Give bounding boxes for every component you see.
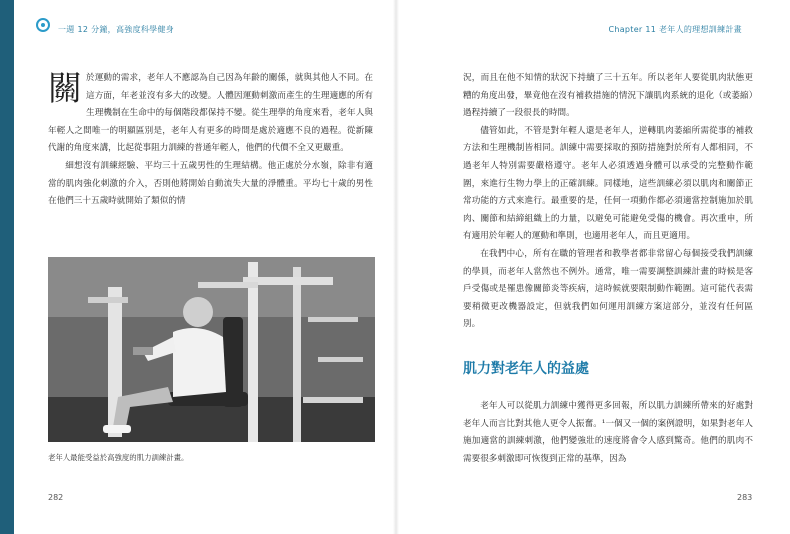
page-number-right: 283 [737, 493, 753, 502]
paragraph: 儘管如此，不管是對年輕人還是老年人，逆轉肌肉萎縮所需從事的補救方法和生理機制皆相同。訓練中需要採取的預防措施對於所有人都相同，不過老年人特別需要嚴格遵守。老年人必須透過身體可以承受的完整動作範圍，來進行生物力學上的正確訓練。同樣地，這些訓練必須以肌肉和關節正常功能的方式來進行。最重要的是，任何一項動作都必須適當控制施加於肌肉、關節和結締組織上的力量，以避免可能避免受傷的機會。再次重申，所有適用於年輕人的運動和準則，也適用老年人，而且更適用。 [463, 125, 753, 242]
book-logo-icon [36, 18, 50, 32]
page-number-left: 282 [48, 493, 64, 502]
running-header-left: 一週 12 分鐘，高強度科學健身 [58, 25, 175, 34]
right-page-body [463, 70, 753, 334]
paragraph: 細想沒有訓練經驗、平均三十五歲男性的生理結構。他正處於分水嶺，除非有適當的肌肉強化刺激的介入，否則他將開始自動流失大量的淨體重。平均七十歲的男性在他們三十五歲時就開始了類似的情 [48, 160, 373, 207]
photo-caption: 老年人最能受益於高強度的肌力訓練計畫。 [48, 453, 189, 462]
paragraph: 在我們中心，所有在職的管理者和教學者都非常留心每個接受我們訓練的學員，而老年人當然也不例外。通常，唯一需要調整訓練計畫的時候是客戶受傷或是罹患像關節炎等疾病，這時候就要限制動作範圍。這可能代表需要稍微更改機器設定，但就我們如何運用訓練方案這部分，並沒有任何區別。 [463, 248, 753, 330]
running-header-right: Chapter 11 老年人的理想訓練計畫 [608, 25, 742, 34]
continued-paragraph: 況，而且在他不知情的狀況下持續了三十五年。所以老年人要從肌肉狀態更糟的角度出發，畢竟他在沒有補救措施的情況下讓肌肉系統的退化（或萎縮）過程持續了一段很長的時間。 [463, 73, 753, 119]
book-gutter [393, 0, 399, 534]
photo-elderly-woman-strength-machine [48, 257, 375, 442]
section-heading: 肌力對老年人的益處 [463, 361, 589, 377]
right-page-body-2 [463, 398, 753, 468]
chapter-sidebar-bar [0, 0, 14, 534]
drop-cap: 關 [48, 69, 82, 109]
opening-paragraph [48, 70, 373, 158]
photo-illustration [48, 257, 375, 442]
paragraph: 老年人可以從肌力訓練中獲得更多回報，所以肌力訓練所帶來的好處對老年人而言比對其他人更令人振奮。¹一個又一個的案例證明，如果對老年人施加適當的訓練刺激，他們變強壯的速度將會令人感到驚奇。他們的肌肉不需要很多刺激即可恢復到正常的基準，因為 [463, 401, 753, 464]
paragraph-text: 於運動的需求，老年人不應認為自己因為年齡的關係，就與其他人不同。在這方面，年老並沒有多大的改變。人體因運動刺激而產生的生理適應的所有生理機制在生命中的每個階段都保持不變。從生理學的角度來看，老年人與年輕人之間唯一的明顯區別是，老年人有更多的時間是處於適應不良的過程。從新陳代謝的角度來講，比起從事阻力訓練的普通年輕人，他們的代價不全又更嚴重。 [48, 73, 373, 154]
left-page-body [48, 70, 373, 211]
